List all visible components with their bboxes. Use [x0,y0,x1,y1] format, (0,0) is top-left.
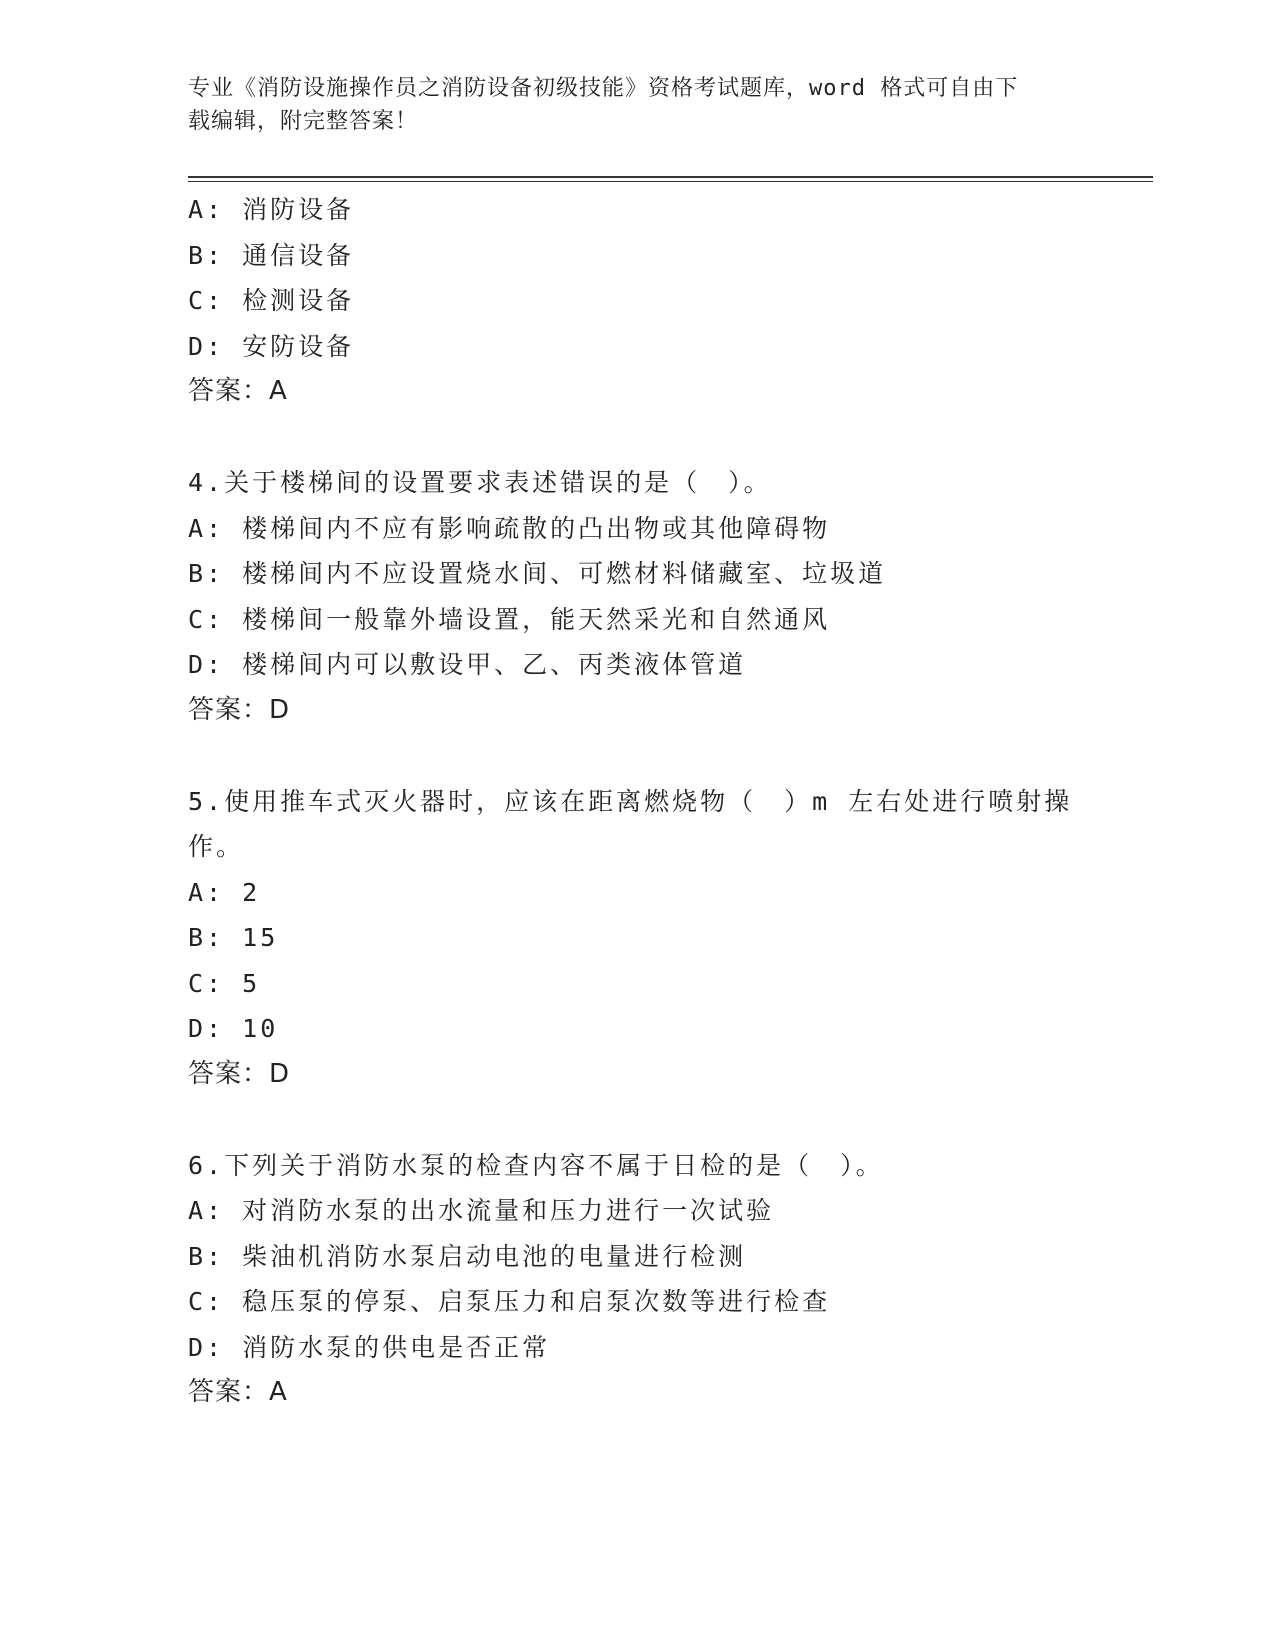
question-6 [188,1143,1088,1416]
question-stem-line-1: 5.使用推车式灭火器时，应该在距离燃烧物（ ）m 左右处进行喷射操 [188,786,1073,816]
option-d: D: 10 [188,1014,279,1043]
option-d: D: 安防设备 [188,331,355,361]
option-a: A: 楼梯间内不应有影响疏散的凸出物或其他障碍物 [188,513,831,543]
question-stem: 6.下列关于消防水泵的检查内容不属于日检的是（ ）。 [188,1150,884,1180]
answer-label: 答案：D [188,1058,291,1089]
question-3 [188,187,1088,415]
option-b: B: 通信设备 [188,240,355,270]
spacer [188,415,1088,461]
header-divider-thick [188,176,1153,178]
question-5 [188,779,1088,1098]
answer-label: 答案：A [188,1377,288,1407]
header-divider-thin [188,181,1153,182]
question-4 [188,460,1088,733]
question-list [188,187,1088,1416]
option-a: A: 2 [188,877,261,907]
spacer [188,733,1088,779]
answer-label: 答案：D [188,694,291,725]
header-line-2: 载编辑，附完整答案！ [188,109,419,134]
option-c: C: 5 [188,968,261,998]
spacer [188,1097,1088,1143]
option-c: C: 稳压泵的停泵、启泵压力和启泵次数等进行检查 [188,1287,831,1316]
option-a: A: 消防设备 [188,195,355,224]
question-stem-line-2: 作。 [188,832,245,861]
option-b: B: 15 [188,923,279,952]
document-header [188,72,1068,138]
option-d: D: 消防水泵的供电是否正常 [188,1332,551,1362]
option-c: C: 检测设备 [188,286,355,315]
option-c: C: 楼梯间一般靠外墙设置，能天然采光和自然通风 [188,604,831,634]
option-a: A: 对消防水泵的出水流量和压力进行一次试验 [188,1196,775,1225]
answer-label: 答案：A [188,376,288,406]
option-b: B: 柴油机消防水泵启动电池的电量进行检测 [188,1241,747,1271]
option-d: D: 楼梯间内可以敷设甲、乙、丙类液体管道 [188,650,747,679]
header-line-1: 专业《消防设施操作员之消防设备初级技能》资格考试题库，word 格式可自由下 [188,76,1019,101]
option-b: B: 楼梯间内不应设置烧水间、可燃材料储藏室、垃圾道 [188,559,887,588]
question-stem: 4.关于楼梯间的设置要求表述错误的是（ ）。 [188,468,772,497]
